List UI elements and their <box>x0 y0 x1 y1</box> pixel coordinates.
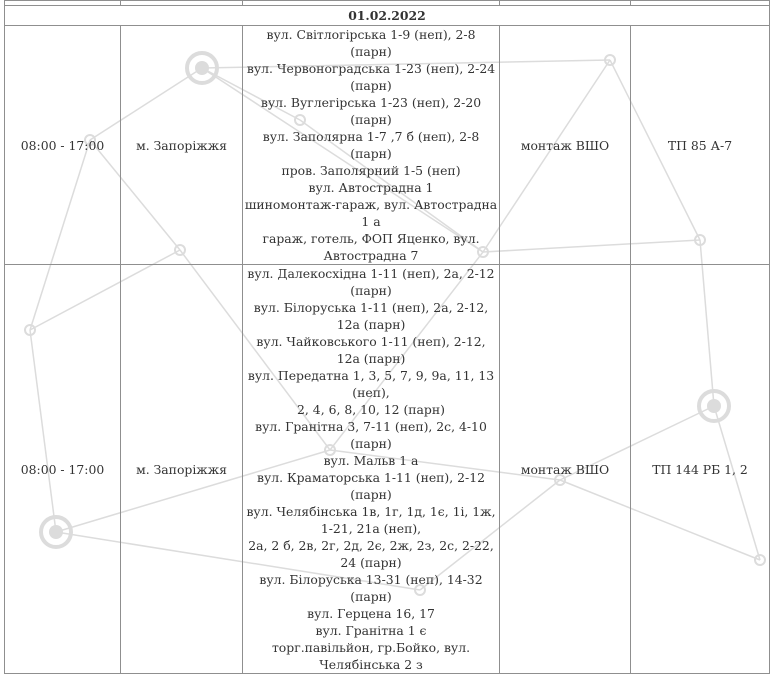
address-line: 2а, 2 б, 2в, 2г, 2д, 2є, 2ж, 2з, 2с, 2-22, 24 (парн) <box>248 538 494 570</box>
address-line: торг.павільйон, гр.Бойко, вул. Челябінська 2 з <box>271 640 471 672</box>
address-line: вул. Передатна 1, 3, 5, 7, 9, 9а, 11, 13 (неп), <box>247 368 495 400</box>
table-row <box>5 26 770 265</box>
city-cell: м. Запоріжжя <box>121 265 243 674</box>
work-type-cell: монтаж ВШО <box>500 26 631 265</box>
address-line: вул. Герцена 16, 17 <box>307 606 435 621</box>
address-line: вул. Білоруська 13-31 (неп), 14-32 (парн) <box>259 572 483 604</box>
address-line: вул. Далекосхідна 1-11 (неп), 2а, 2-12 (парн) <box>247 266 495 298</box>
address-line: 2, 4, 6, 8, 10, 12 (парн) <box>297 402 445 417</box>
addresses-cell <box>243 26 500 265</box>
address-line: вул. Краматорська 1-11 (неп), 2-12 (парн) <box>257 470 485 502</box>
work-type-cell: монтаж ВШО <box>500 265 631 674</box>
address-line: вул. Заполярна 1-7 ,7 б (неп), 2-8 (парн) <box>262 129 480 161</box>
date-header: 01.02.2022 <box>5 6 770 26</box>
address-line: пров. Заполярний 1-5 (неп) <box>281 163 461 178</box>
address-line: вул. Гранітна 3, 7-11 (неп), 2с, 4-10 (парн) <box>255 419 487 451</box>
outage-schedule-table <box>4 0 770 674</box>
address-line: вул. Світлогірська 1-9 (неп), 2-8 (парн) <box>266 27 476 59</box>
substation-cell: ТП 85 А-7 <box>631 26 770 265</box>
addresses-cell <box>243 265 500 674</box>
substation-cell: ТП 144 РБ 1, 2 <box>631 265 770 674</box>
city-cell: м. Запоріжжя <box>121 26 243 265</box>
time-cell: 08:00 - 17:00 <box>5 265 121 674</box>
address-line: вул. Вуглегірська 1-23 (неп), 2-20 (парн) <box>260 95 482 127</box>
date-header-row <box>5 6 770 26</box>
address-line: вул. Чайковського 1-11 (неп), 2-12, 12а (парн) <box>256 334 486 366</box>
address-line: вул. Мальв 1 а <box>323 453 419 468</box>
table-row <box>5 265 770 674</box>
address-line: вул. Автострадна 1 <box>308 180 434 195</box>
address-line: вул. Гранітна 1 є <box>315 623 427 638</box>
address-line: вул. Білоруська 1-11 (неп), 2а, 2-12, 12а (парн) <box>253 300 489 332</box>
address-line: вул. Челябінська 1в, 1г, 1д, 1є, 1і, 1ж, 1-21, 21а (неп), <box>246 504 496 536</box>
schedule-table-wrapper <box>4 0 769 674</box>
address-line: гараж, готель, ФОП Яценко, вул. Автострадна 7 <box>262 231 480 263</box>
address-line: шиномонтаж-гараж, вул. Автострадна 1 а <box>244 197 498 229</box>
time-cell: 08:00 - 17:00 <box>5 26 121 265</box>
address-line: вул. Червоноградська 1-23 (неп), 2-24 (парн) <box>246 61 496 93</box>
